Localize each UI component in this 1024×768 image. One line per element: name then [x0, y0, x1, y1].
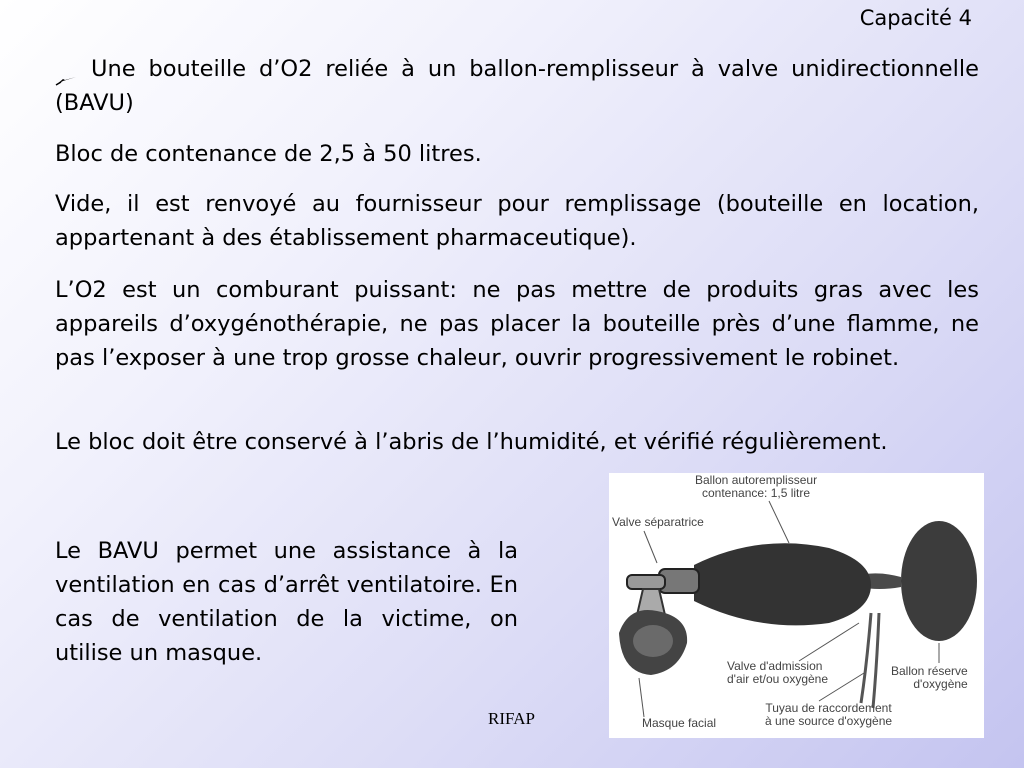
reservoir-bag-shape: [901, 521, 977, 641]
label-admission-line1: Valve d'admission: [727, 659, 823, 673]
paragraph-bavu-usage: Le BAVU permet une assistance à la ventilation en cas d’arrêt ventilatoire. En cas de ventilation de la victime, on utilise un masque.: [55, 538, 518, 666]
label-tuyau-line1: Tuyau de raccordement: [765, 701, 892, 715]
mask-inner-shape: [633, 625, 673, 657]
oxygen-tube-shape: [861, 613, 871, 703]
bavu-illustration: [609, 473, 984, 738]
label-separator-valve: Valve séparatrice: [612, 515, 704, 529]
paragraph-return-supplier: Vide, il est renvoyé au fournisseur pour remplissage (bouteille en location, appartenant à des établissement pharmaceutique).: [55, 191, 979, 251]
valve-outlet-shape: [627, 575, 665, 589]
label-ballon-line2: contenance: 1,5 litre: [701, 486, 811, 500]
paragraph-storage: Le bloc doit être conservé à l’abris de l’humidité, et vérifié régulièrement.: [55, 429, 888, 455]
label-reserve-line1: Ballon réserve: [891, 664, 968, 678]
label-face-mask: Masque facial: [642, 716, 717, 730]
label-tuyau-line2: à une source d'oxygène: [765, 714, 893, 728]
label-admission-line2: d'air et/ou oxygène: [727, 672, 829, 686]
bullet-arrow-icon: [55, 62, 77, 72]
label-reserve-line2: d'oxygène: [913, 677, 968, 691]
label-oxygen-tube: [765, 702, 892, 728]
label-self-inflating-bag: [695, 474, 817, 500]
paragraph-capacity: Bloc de contenance de 2,5 à 50 litres.: [55, 141, 482, 167]
slide-title: Capacité 4: [859, 6, 972, 30]
label-intake-valve: [727, 660, 828, 686]
paragraph-bavu-intro: [55, 52, 979, 120]
bavu-diagram: [609, 473, 984, 738]
oxygen-tube-2-shape: [873, 613, 879, 708]
self-inflating-bag-shape: [694, 543, 871, 625]
label-ballon-line1: Ballon autoremplisseur: [695, 473, 818, 487]
footer-text: RIFAP: [488, 709, 535, 728]
paragraph-oxygen-safety: L’O2 est un comburant puissant: ne pas mettre de produits gras avec les appareils d’oxygénothérapie, ne pas placer la bouteille près d’une flamme, ne pas l’exposer à une trop grosse chaleur, ouvrir progressivement le robinet.: [55, 277, 979, 371]
label-reservoir-bag: [891, 665, 968, 691]
paragraph-1-text: Une bouteille d’O2 reliée à un ballon-remplisseur à valve unidirectionnelle (BAVU): [55, 56, 979, 116]
